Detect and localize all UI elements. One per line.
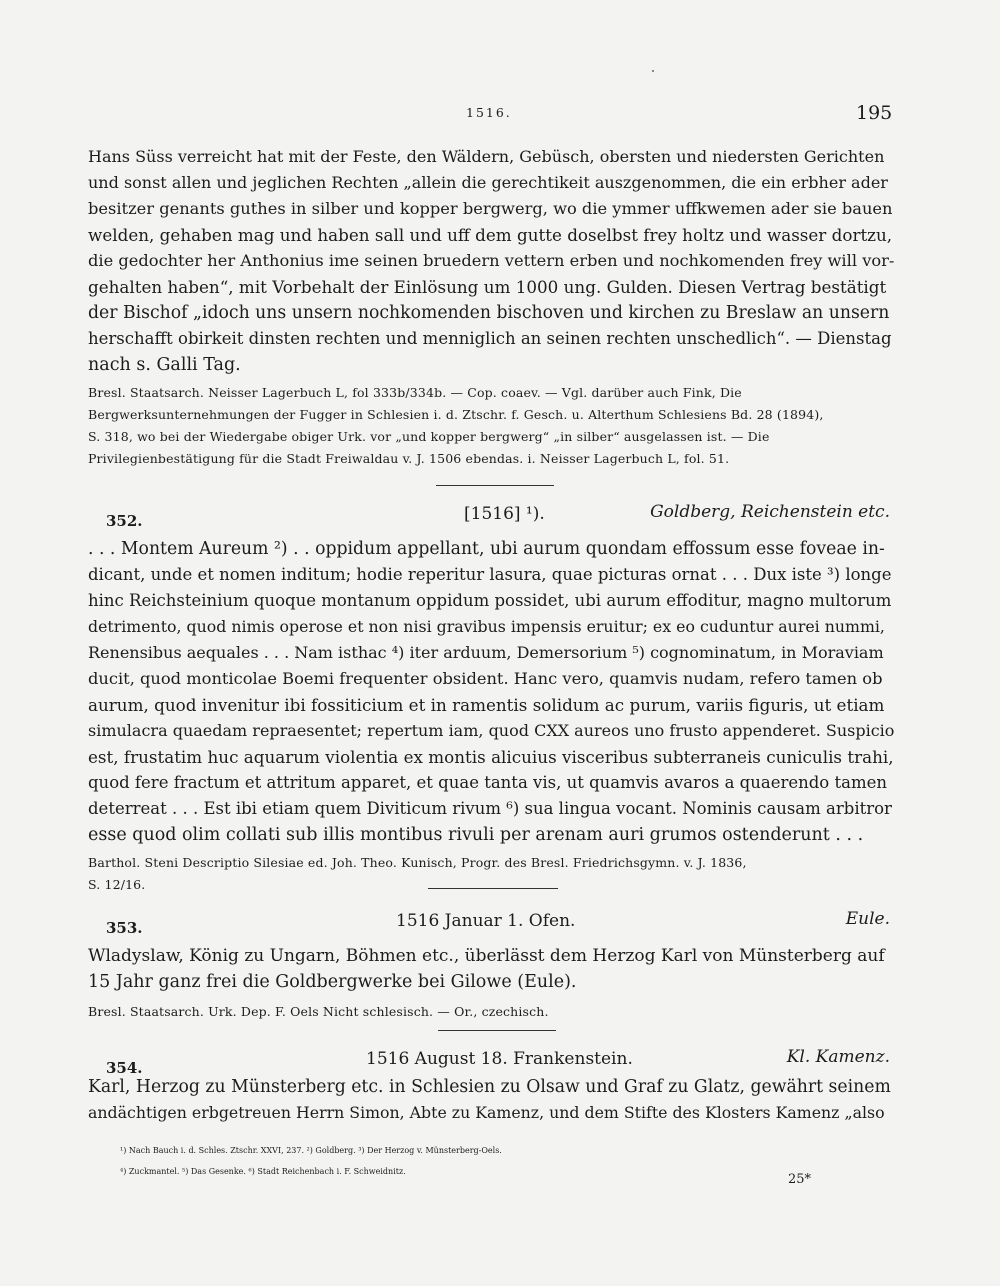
text-line: quod fere fractum et attritum apparet, et quae tanta vis, ut quamvis avaros a quaerendo tamen (88, 773, 887, 792)
entry-date: [1516] ¹). (464, 504, 545, 524)
text-line: 15 Jahr ganz frei die Goldbergwerke bei Gilowe (Eule). (88, 972, 577, 992)
running-header-year: 1516. (466, 105, 512, 120)
footnote-line: ¹) Nach Bauch i. d. Schles. Ztschr. XXVI, 237. ²) Goldberg. ³) Der Herzog v. Münsterberg-Oels. (120, 1146, 502, 1155)
section-divider (436, 485, 554, 486)
text-line: est, frustatim huc aquarum violentia ex montis alicuius visceribus subterraneis cuniculis trahi, (88, 747, 894, 767)
text-line: nach s. Galli Tag. (88, 355, 241, 375)
page-number: 195 (856, 102, 893, 124)
footnote-line: ⁴) Zuckmantel. ⁵) Das Gesenke. ⁶) Stadt Reichenbach i. F. Schweidnitz. (120, 1167, 406, 1176)
text-line: hinc Reichsteinium quoque montanum oppidum possidet, ubi aurum effoditur, magno multorum (88, 591, 892, 610)
text-line: Karl, Herzog zu Münsterberg etc. in Schlesien zu Olsaw und Graf zu Glatz, gewährt seinem (88, 1077, 891, 1097)
section-divider (428, 888, 558, 889)
entry-number: 354. (106, 1059, 143, 1077)
text-line: Renensibus aequales . . . Nam isthac ⁴) iter arduum, Demersorium ⁵) cognominatum, in Moraviam (88, 643, 884, 662)
text-line: aurum, quod invenitur ibi fossiticium et in ramentis solidum ac purum, variis figuris, ut etiam (88, 695, 885, 715)
text-line: dicant, unde et nomen inditum; hodie reperitur lasura, quae picturas ornat . . . Dux iste ³) longe (88, 565, 892, 584)
text-line: detrimento, quod nimis operose et non nisi gravibus impensis eruitur; ex eo cuduntur aurei nummi, (88, 617, 885, 636)
source-line: Barthol. Steni Descriptio Silesiae ed. Joh. Theo. Kunisch, Progr. des Bresl. Friedrichsgymn. v. J. 1836, (88, 855, 747, 870)
source-line: Bergwerksunternehmungen der Fugger in Schlesien i. d. Ztschr. f. Gesch. u. Alterthum Schlesiens Bd. 28 (1894), (88, 407, 824, 422)
scan-speck (652, 70, 654, 72)
text-line: andächtigen erbgetreuen Herrn Simon, Abte zu Kamenz, und dem Stifte des Klosters Kamenz „also (88, 1103, 885, 1122)
text-line: Hans Süss verreicht hat mit der Feste, den Wäldern, Gebüsch, obersten und niedersten Gerichten (88, 147, 885, 166)
entry-date: 1516 August 18. Frankenstein. (366, 1049, 633, 1069)
printer-signature: 25* (788, 1172, 812, 1187)
text-line: deterreat . . . Est ibi etiam quem Diviticum rivum ⁶) sua lingua vocant. Nominis causam arbitror (88, 799, 892, 818)
text-line: die gedochter her Anthonius ime seinen bruedern vettern erben und nochkomenden frey will vor- (88, 251, 895, 270)
text-line: der Bischof „idoch uns unsern nochkomenden bischoven und kirchen zu Breslaw an unsern (88, 303, 890, 323)
entry-number: 353. (106, 919, 143, 937)
text-line: simulacra quaedam repraesentet; repertum iam, quod CXX aureos uno frusto appenderet. Suspicio (88, 721, 895, 740)
source-line: Bresl. Staatsarch. Neisser Lagerbuch L, fol 333b/334b. — Cop. coaev. — Vgl. darüber auch Fink, Die (88, 385, 742, 400)
entry-place: Goldberg, Reichenstein etc. (650, 502, 890, 522)
entry-place: Eule. (845, 909, 890, 929)
text-line: Wladyslaw, König zu Ungarn, Böhmen etc., überlässt dem Herzog Karl von Münsterberg auf (88, 946, 885, 966)
section-divider (438, 1030, 556, 1031)
source-line: Bresl. Staatsarch. Urk. Dep. F. Oels Nicht schlesisch. — Or., czechisch. (88, 1004, 549, 1019)
entry-place: Kl. Kamenz. (786, 1047, 890, 1067)
text-line: gehalten haben“, mit Vorbehalt der Einlösung um 1000 ung. Gulden. Diesen Vertrag bestätigt (88, 277, 887, 297)
source-line: S. 318, wo bei der Wiedergabe obiger Urk. vor „und kopper bergwerg“ „in silber“ ausgelassen ist. — Die (88, 429, 770, 444)
entry-date: 1516 Januar 1. Ofen. (396, 911, 576, 931)
source-line: S. 12/16. (88, 877, 146, 892)
entry-number: 352. (106, 512, 143, 530)
text-line: herschafft obirkeit dinsten rechten und menniglich an seinen rechten unschedlich“. — Dienstag (88, 329, 892, 348)
text-line: . . . Montem Aureum ²) . . oppidum appellant, ubi aurum quondam effossum esse foveae in- (88, 539, 885, 559)
source-line: Privilegienbestätigung für die Stadt Freiwaldau v. J. 1506 ebendas. i. Neisser Lagerbuch L, fol. 51. (88, 451, 730, 466)
text-line: besitzer genants guthes in silber und kopper bergwerg, wo die ymmer uffkwemen ader sie bauen (88, 199, 893, 218)
text-line: ducit, quod monticolae Boemi frequenter obsident. Hanc vero, quamvis nudam, refero tamen ob (88, 669, 883, 688)
text-line: und sonst allen und jeglichen Rechten „allein die gerechtikeit auszgenommen, die ein erbher ader (88, 173, 888, 192)
text-line: esse quod olim collati sub illis montibus rivuli per arenam auri grumos ostenderunt . . . (88, 825, 864, 845)
text-line: welden, gehaben mag und haben sall und uff dem gutte doselbst frey holtz und wasser dortzu, (88, 225, 893, 245)
